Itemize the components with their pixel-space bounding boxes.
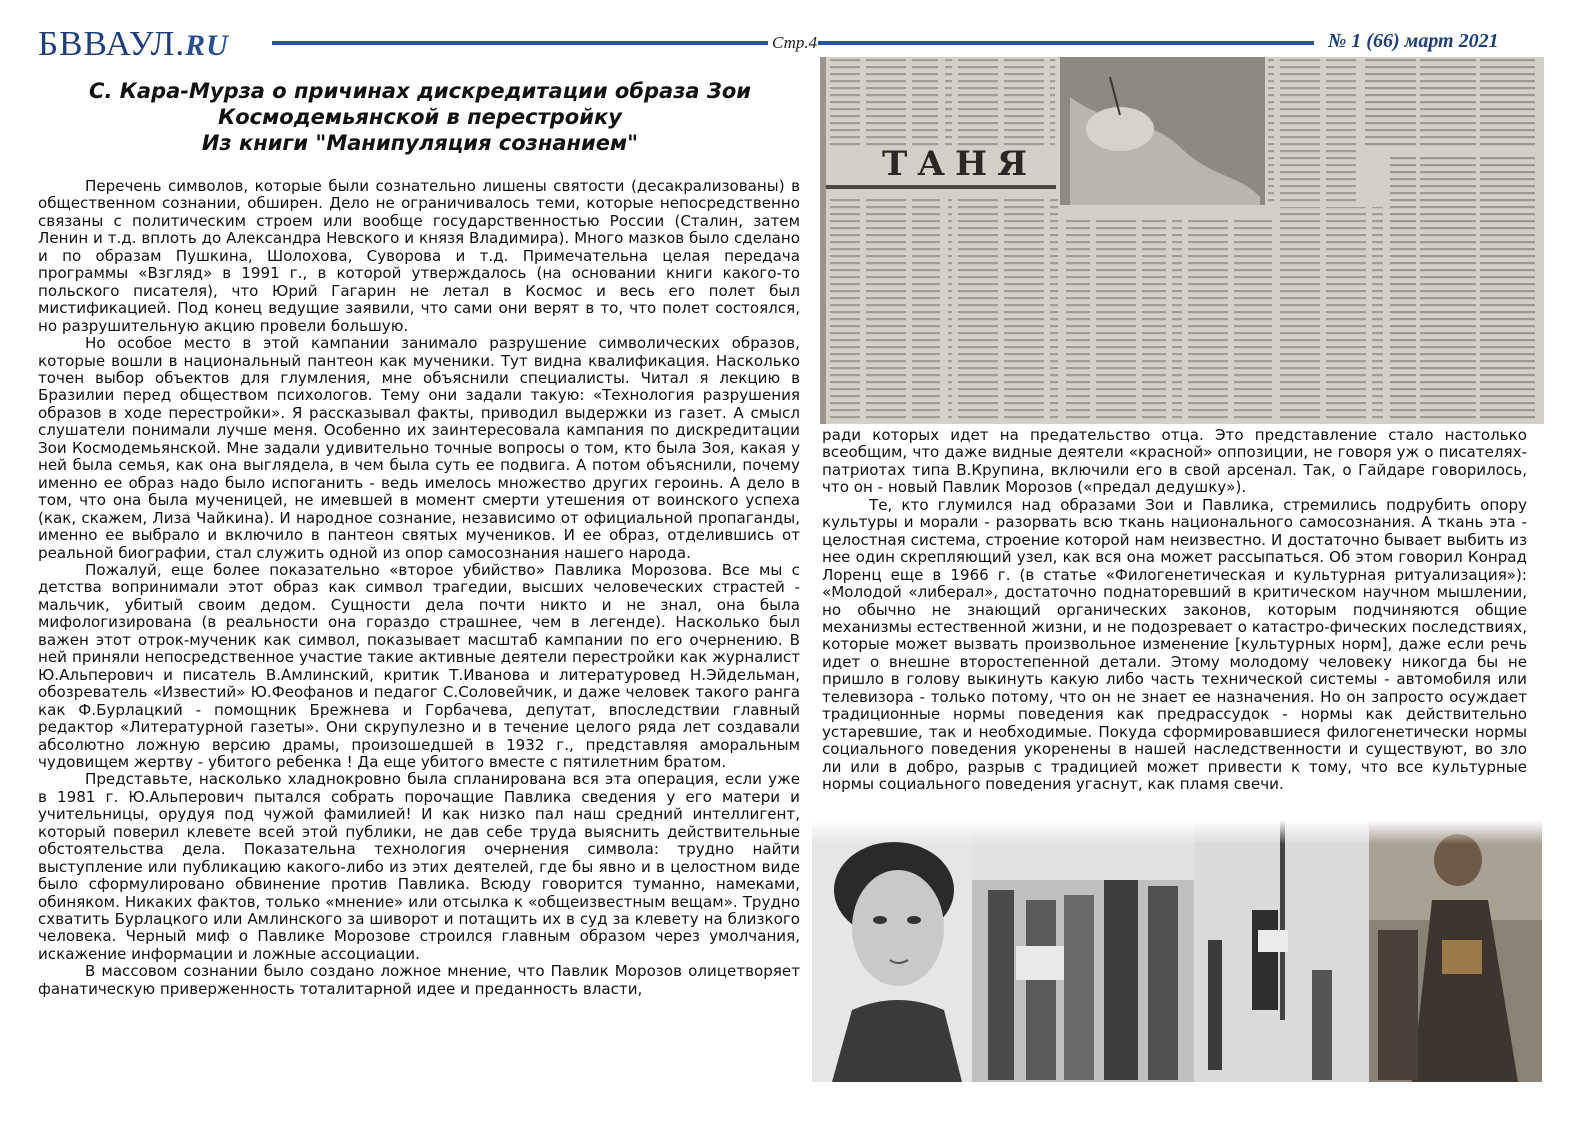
right-column (822, 427, 1527, 794)
headline-line-2: Космодемьянской в перестройку (218, 105, 622, 129)
header-rule-left (272, 41, 768, 45)
corpse-photo (1060, 57, 1265, 205)
newspaper-clipping-photo (820, 57, 1544, 424)
paragraph: Но особое место в этой кампании занимало разрушение символических образов, которые вошли в национальный пантеон как мученики. Тут видна квалификация. Насколько точен выбор объектов для глумления, мне объяснили специалисты. Читал я лекцию в Бразилии перед обществом психологов. Тему они задали такую: «Технология разрушения образов в ходе перестройки». Я рассказывал факты, приводил выдержки из газет. А смысл слушатели понимали лучше меня. Особенно их заинтересовала кампания по дискредитации Зои Космодемьянской. Мне задали удивительно точные вопросы о том, кто была Зоя, какая у ней была семья, как она выглядела, в чем была суть ее подвига. А потом объяснили, почему именно ее образ надо было испоганить - ведь имелось множество других героинь. А дело в том, что она была мученицей, не имевшей в момент смерти утешения от воинского успеха (как, скажем, Лиза Чайкина). И народное сознание, независимо от официальной пропаганды, именно ее выбрало и включило в пантеон святых мучеников. И ее образ, отделившись от реальной биографии, стал служить одной из опор самосознания нашего народа. (38, 334, 800, 562)
issue-info: № 1 (66) март 2021 (1328, 30, 1499, 52)
painting-photo (1369, 820, 1542, 1082)
paragraph: Те, кто глумился над образами Зои и Павлика, стремились подрубить опору культуры и морали - разорвать всю ткань национального самосознания. А ткань эта - целостная система, строение которой нам неизвестно. И достаточно бывает выбить из нее один скрепляющий узел, как вся она может рассыпаться. Об этом говорил Конрад Лоренц еще в 1966 г. (в статье «Филогенетическая и культурная ритуализация»): «Молодой «либерал», достаточно поднаторевший в критическом научном мышлении, но обычно не знающий органических законов, которым подчиняются общие механизмы естественной жизни, и не подозревает о катастро-фических последствиях, которые может вызвать произвольное изменение [культурных норм], даже если речь идет о внешне второстепенной детали. Этому молодому человеку никогда бы не пришло в голову выкинуть какую либо часть технической системы - автомобиля или телевизора - только потому, что он не знает ее назначения. Но он запросто осуждает традиционные нормы поведения как предрассудок - нормы как действительно устаревшие, так и необходимые. Покуда сформировавшиеся филогенетически нормы социального поведения укоренены в нашей наследственности и существуют, во зло ли или в добро, разрыв с традицией может привести к тому, что все культурные нормы социального поведения угаснут, как пламя свечи. (822, 495, 1527, 794)
headline-line-1: С. Кара-Мурза о причинах дискредитации образа Зои (89, 79, 751, 103)
procession-photo (972, 820, 1194, 1082)
newspaper-illustration (820, 57, 1544, 424)
paragraph: Представьте, насколько хладнокровно была спланирована вся эта операция, если уже в 1981 г. Ю.Альперович пытался собрать порочащие Павлика сведения у его матери и учительницы, орудуя под чужой фамилией! И как низко пал наш средний интеллигент, который поверил клевете всей этой публики, не дав себе труда выяснить действительные обстоятельства дела. Показательна технология очернения символа: трудно найти выступление или публикацию какого-либо из этих деятелей, где бы явно и в целостном виде было сформулировано обвинение против Павлика. Всюду говорится туманно, намеками, обиняком. Никаких фактов, только «мнение» или отсылка к «общеизвестным вещам». Трудно схватить Бурлацкого или Амлинского за шиворот и потащить их в суд за клевету на близкого человека. Черный миф о Павлике Морозове строился главным образом через умолчания, искажение информации и ложные ассоциации. (38, 770, 800, 963)
gallows-photo (1194, 820, 1369, 1082)
paragraph: В массовом сознании было создано ложное мнение, что Павлик Морозов олицетворяет фанатическую приверженность тоталитарной идее и преданность власти, (38, 962, 800, 998)
page-number: Стр.4 (772, 33, 818, 52)
collage-photo (812, 820, 1542, 1082)
masthead (0, 0, 1588, 62)
site-logo[interactable] (38, 24, 229, 64)
paragraph: ради которых идет на предательство отца. Это представление стало настолько всеобщим, что даже видные деятели «красной» оппозиции, не говоря уж о писателях-патриотах типа В.Крупина, включили его в свой арсенал. Так, о Гайдаре говорилось, что он - новый Павлик Морозов («предал дедушку»). (822, 426, 1527, 497)
logo-main: БВВАУЛ. (38, 24, 186, 63)
left-column (38, 178, 800, 998)
photo-fade (812, 820, 1542, 844)
portrait-zoya (812, 820, 972, 1082)
collage-illustration (812, 820, 1542, 1082)
article-headline (40, 78, 800, 156)
logo-ru: RU (185, 29, 229, 62)
headline-line-3: Из книги "Манипуляция сознанием" (201, 131, 639, 155)
paragraph: Перечень символов, которые были сознательно лишены святости (десакрализованы) в общественном сознании, обширен. Дело не ограничивалось теми, которые непосредственно связаны с политическим строем или вообще государственностью России (Сталин, затем Ленин и т.д. вплоть до Александра Невского и князя Владимира). Много мазков было сделано и по образам Пушкина, Шолохова, Суворова и т.д. Примечательна целая передача программы «Взгляд» в 1991 г., в которой утверждалось (на основании книги какого-то польского писателя), что Юрий Гагарин не летал в Космос и весь его полет был мистификацией. Под конец ведущие заявили, что сами они верят в то, что полет состоялся, но разрушительную акцию провели большую. (38, 177, 800, 335)
header-rule-right (818, 41, 1314, 45)
newspaper-title: ТАНЯ (882, 144, 1038, 184)
paragraph: Пожалуй, еще более показательно «второе убийство» Павлика Морозова. Все мы с детства вопринимали этот образ как символ трагедии, высших человеческих страстей - мальчик, убитый своим дедом. Сущности дела почти никто и не знал, она была мифологизирована (в реальности она гораздо страшнее, чем в легенде). Насколько был важен этот отрок-мученик как символ, показывает масштаб кампании по его очернению. В ней приняли непосредственное участие такие активные деятели перестройки как журналист Ю.Альперович и писатель В.Амлинский, критик Т.Иванова и литературовед Н.Эйдельман, обозреватель «Известий» Ю.Феофанов и педагог С.Соловейчик, и даже человек такого ранга как Ф.Бурлацкий - помощник Брежнева и Горбачева, депутат, впоследствии главный редактор «Литературной газеты». Они скрупулезно и в течение целого ряда лет создавали абсолютно ложную версию драмы, произошедшей в 1932 г., представляя аморальным чудовищем жертву - убитого ребенка ! Да еще убитого вместе с пятилетним братом. (38, 560, 800, 771)
